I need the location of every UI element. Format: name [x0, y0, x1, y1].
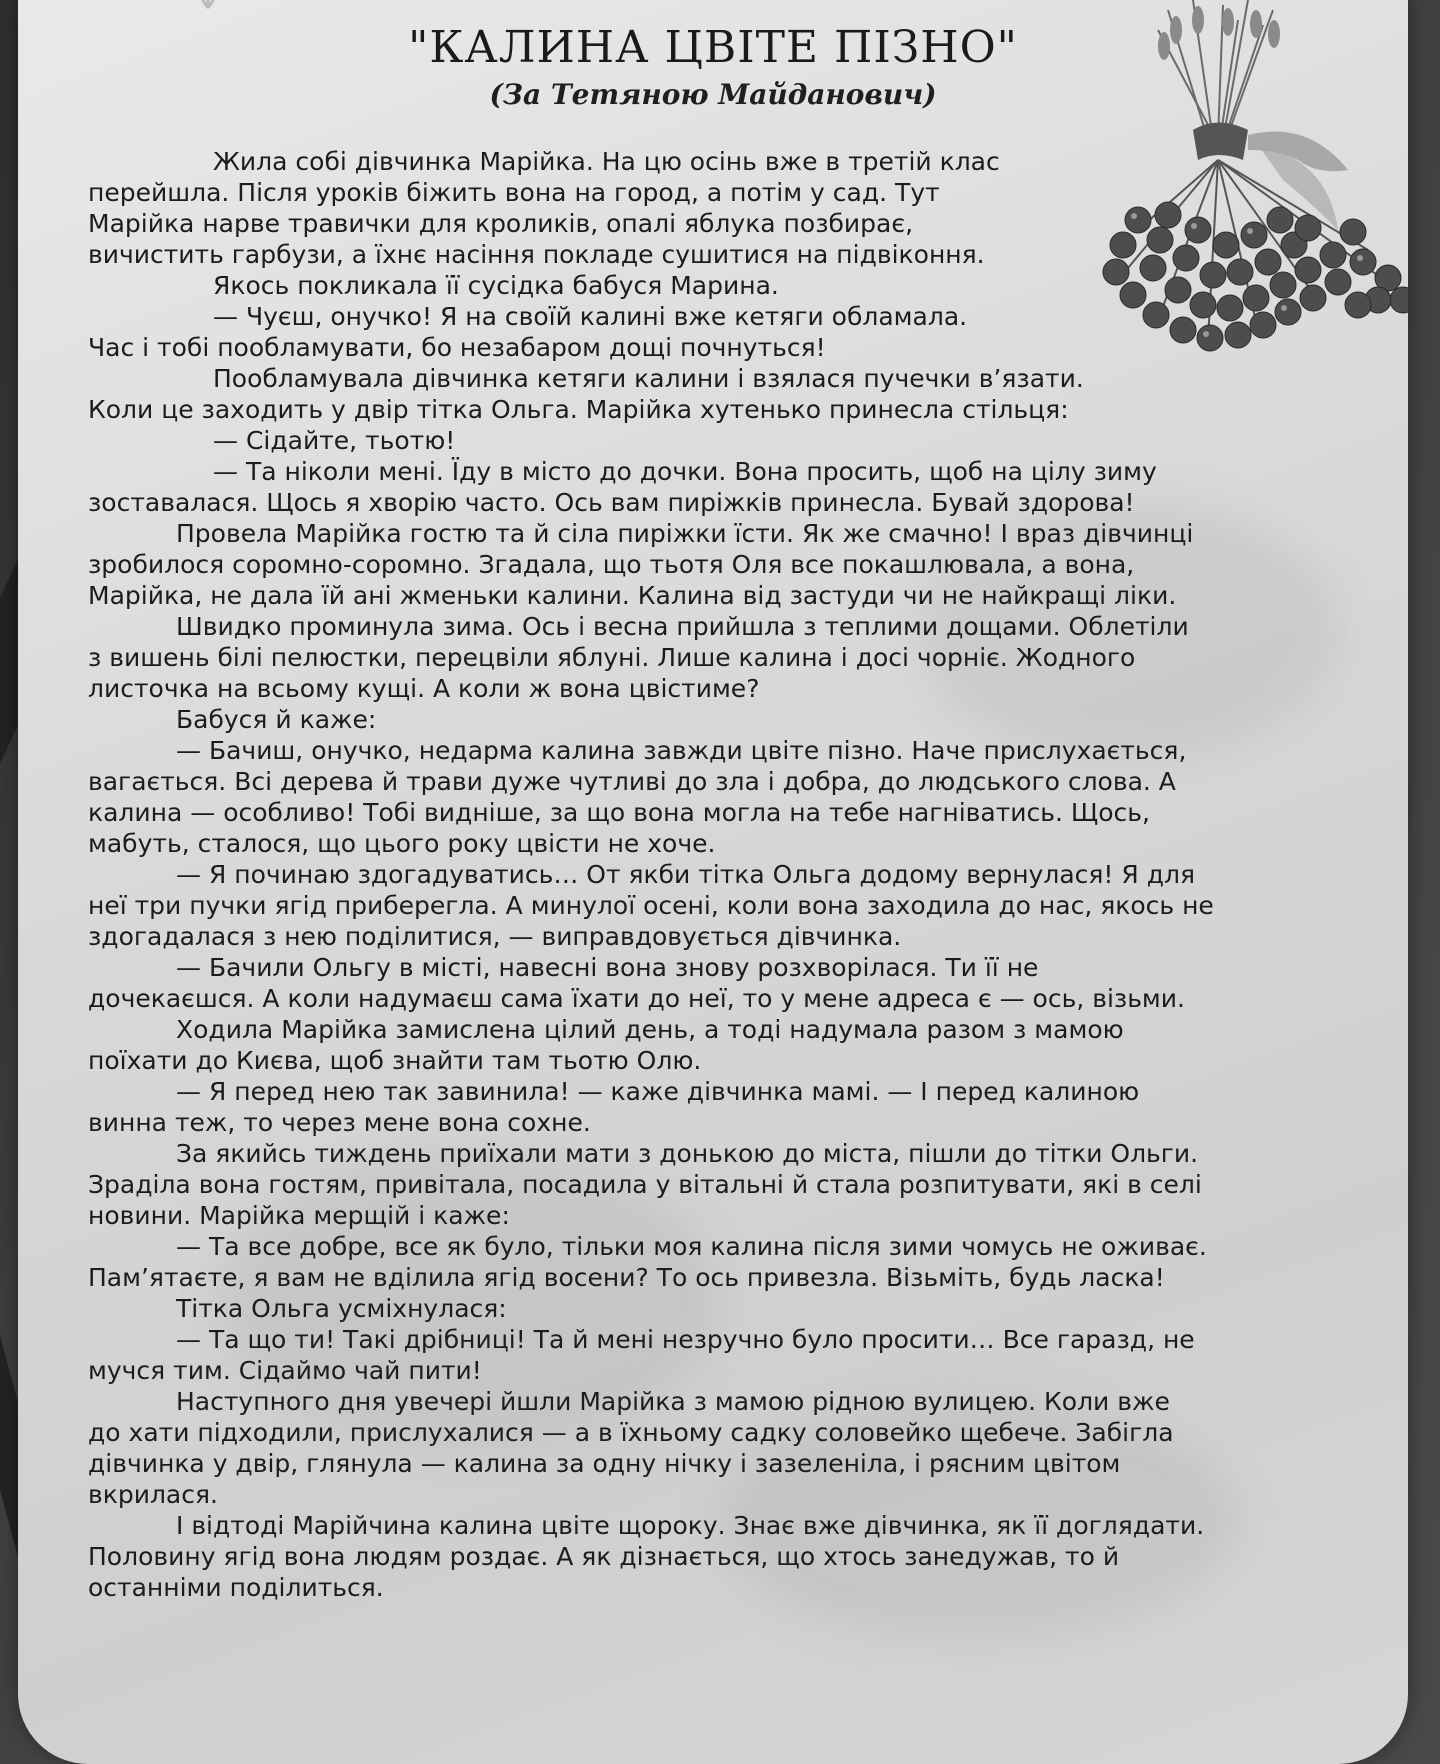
story-line: новини. Марійка мерщій і каже: [88, 1201, 510, 1230]
story-line: Пам’ятаєте, я вам не вділила ягід восени? То ось привезла. Візьміть, будь ласка! [88, 1263, 1165, 1292]
story-line: Марійка нарве травички для кроликів, опалі яблука позбирає, [88, 209, 914, 238]
story-line: дівчинка у двір, глянула — калина за одну нічку і зазеленіла, і рясним цвітом [88, 1449, 1121, 1478]
story-line: — Та що ти! Такі дрібниці! Та й мені незручно було просити… Все гаразд, не [176, 1325, 1195, 1354]
story-line: з вишень білі пелюстки, перецвіли яблуні. Лише калина і досі чорніє. Жодного [88, 643, 1136, 672]
story-line: Наступного дня увечері йшли Марійка з мамою рідною вулицею. Коли вже [176, 1387, 1170, 1416]
story-line: вичистить гарбузи, а їхнє насіння покладе сушитися на підвіконня. [88, 240, 985, 269]
story-line: — Чуєш, онучко! Я на своїй калині вже кетяги обламала. [213, 302, 968, 331]
story-line: до хати підходили, прислухалися — а в їхньому садку соловейко щебече. Забігла [88, 1418, 1174, 1447]
story-line: Якось покликала її сусідка бабуся Марина. [213, 271, 779, 300]
story-line: мучся тим. Сідаймо чай пити! [88, 1356, 482, 1385]
story-line: Швидко проминула зима. Ось і весна прийшла з теплими дощами. Облетіли [176, 612, 1189, 641]
story-line: Бабуся й каже: [176, 705, 377, 734]
story-line: поїхати до Києва, щоб знайти там тьотю Олю. [88, 1046, 702, 1075]
corner-ornament-icon [158, 0, 258, 20]
story-line: Провела Марійка гостю та й сіла пиріжки їсти. Як же смачно! І враз дівчинці [176, 519, 1194, 548]
story-line: мабуть, сталося, що цього року цвісти не хоче. [88, 829, 716, 858]
story-line: — Бачили Ольгу в місті, навесні вона знову розхворілася. Ти її не [176, 953, 1039, 982]
story-line: Пообламувала дівчинка кетяги калини і взялася пучечки в’язати. [213, 364, 1084, 393]
story-text [88, 146, 1388, 1603]
story-line: — Я перед нею так завинила! — каже дівчинка мамі. — І перед калиною [176, 1077, 1140, 1106]
story-line: здогадалася з нею поділитися, — виправдовується дівчинка. [88, 922, 902, 951]
story-line: Коли це заходить у двір тітка Ольга. Марійка хутенько принесла стільця: [88, 395, 1069, 424]
story-line: листочка на всьому кущі. А коли ж вона цвістиме? [88, 674, 760, 703]
story-line: Ходила Марійка замислена цілий день, а тоді надумала разом з мамою [176, 1015, 1124, 1044]
story-line: Марійка, не дала їй ані жменьки калини. Калина від застуди чи не найкращі ліки. [88, 581, 1177, 610]
story-line: останніми поділиться. [88, 1573, 384, 1602]
story-line: — Сідайте, тьотю! [213, 426, 456, 455]
story-line: — Та ніколи мені. Їду в місто до дочки. Вона просить, щоб на цілу зиму [213, 457, 1157, 486]
story-line: зробилося соромно-соромно. Згадала, що тьотя Оля все покашлювала, а вона, [88, 550, 1135, 579]
story-line: перейшла. Після уроків біжить вона на город, а потім у сад. Тут [88, 178, 940, 207]
story-line: неї три пучки ягід приберегла. А минулої осені, коли вона заходила до нас, якось не [88, 891, 1214, 920]
story-line: І відтоді Марійчина калина цвіте щороку. Знає вже дівчинка, як її доглядати. [176, 1511, 1205, 1540]
story-line: — Бачиш, онучко, недарма калина завжди цвіте пізно. Наче прислухається, [176, 736, 1187, 765]
story-line: вкрилася. [88, 1480, 218, 1509]
story-line: — Та все добре, все як було, тільки моя калина після зими чомусь не оживає. [176, 1232, 1207, 1261]
story-title: "КАЛИНА ЦВІТЕ ПІЗНО" [408, 22, 1018, 73]
story-line: зоставалася. Щось я хворію часто. Ось вам пиріжків принесла. Бувай здорова! [88, 488, 1135, 517]
story-line: Тітка Ольга усміхнулася: [176, 1294, 507, 1323]
story-line: Жила собі дівчинка Марійка. На цю осінь вже в третій клас [213, 147, 1000, 176]
story-line: калина — особливо! Тобі видніше, за що вона могла на тебе нагніватись. Щось, [88, 798, 1150, 827]
story-line: Час і тобі пообламувати, бо незабаром дощі почнуться! [88, 333, 826, 362]
story-line: Зраділа вона гостям, привітала, посадила у вітальні й стала розпитувати, які в селі [88, 1170, 1202, 1199]
story-line: дочекаєшся. А коли надумаєш сама їхати до неї, то у мене адреса є — ось, візьми. [88, 984, 1185, 1013]
story-page [18, 0, 1408, 1764]
story-line: вагається. Всі дерева й трави дуже чутливі до зла і добра, до людського слова. А [88, 767, 1176, 796]
story-line: винна теж, то через мене вона сохне. [88, 1108, 591, 1137]
story-line: — Я починаю здогадуватись… От якби тітка Ольга додому вернулася! Я для [176, 860, 1196, 889]
story-line: За якийсь тиждень приїхали мати з донькою до міста, пішли до тітки Ольги. [176, 1139, 1199, 1168]
story-author: (За Тетяною Майданович) [489, 78, 937, 111]
story-line: Половину ягід вона людям роздає. А як дізнається, що хтось занедужав, то й [88, 1542, 1120, 1571]
